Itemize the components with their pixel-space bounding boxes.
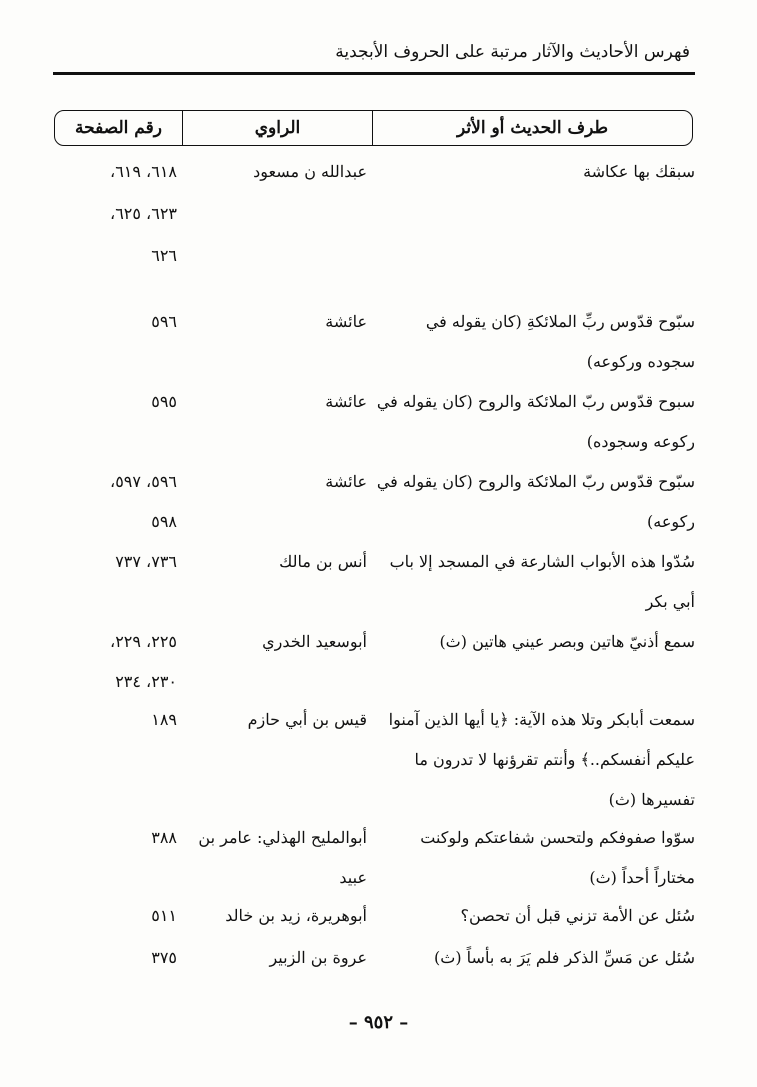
page-numbers: ٥٩٦، ٥٩٧،	[110, 472, 177, 491]
page-numbers: ٦١٨، ٦١٩،	[110, 162, 177, 181]
page-header-title: فهرس الأحاديث والآثار مرتبة على الحروف الأبجدية	[335, 42, 690, 62]
page-numbers: ٥٩٦	[151, 312, 177, 331]
narrator: أبوهريرة، زيد بن خالد	[225, 906, 367, 925]
page-numbers: ٥٩٥	[151, 392, 177, 411]
table-row	[0, 622, 757, 702]
table-row	[0, 382, 757, 462]
column-page: رقم الصفحة	[75, 118, 162, 138]
narrator: أبوسعيد الخدري	[262, 632, 367, 651]
page-numbers: ٣٨٨	[151, 828, 177, 847]
page-numbers: ٢٣٠، ٢٣٤	[115, 672, 177, 691]
hadith-text: سُئل عن الأمة تزني قبل أن تحصن؟	[460, 906, 695, 925]
narrator: عائشة	[325, 392, 367, 411]
table-row	[0, 896, 757, 936]
table-row	[0, 700, 757, 820]
page-numbers: ٦٢٦	[151, 246, 177, 265]
hadith-text: سمع أذنيّ هاتين وبصر عيني هاتين (ث)	[439, 632, 695, 651]
header-rule	[53, 72, 695, 75]
page-number: – ٩٥٢ –	[348, 1012, 409, 1033]
page-numbers: ١٨٩	[151, 710, 177, 729]
hadith-text: سبّوح قدّوس ربِّ الملائكةِ (كان يقوله في سجوده وركوعه)	[425, 312, 695, 371]
page-numbers: ٦٢٣، ٦٢٥،	[110, 204, 177, 223]
page-numbers: ٢٢٥، ٢٢٩،	[110, 632, 177, 651]
table-row	[0, 818, 757, 898]
narrator: عروة بن الزبير	[269, 948, 367, 967]
narrator: أبوالمليح الهذلي: عامر بن عبيد	[198, 828, 367, 887]
page-numbers: ٣٧٥	[151, 948, 177, 967]
narrator: قيس بن أبي حازم	[247, 710, 367, 729]
narrator: عبدالله ن مسعود	[253, 162, 367, 181]
table-row	[0, 152, 757, 272]
hadith-text: سُئل عن مَسِّ الذكر فلم يَرَ به بأساً (ث)	[434, 948, 695, 967]
column-hadith: طرف الحديث أو الأثر	[372, 111, 692, 145]
hadith-text: سُدّوا هذه الأبواب الشارعة في المسجد إلا باب أبي بكر	[389, 552, 695, 611]
hadith-text: سبوح قدّوس ربّ الملائكة والروح (كان يقوله في ركوعه وسجوده)	[376, 392, 695, 451]
narrator: أنس بن مالك	[279, 552, 367, 571]
hadith-text: سبقك بها عكاشة	[583, 162, 695, 181]
table-row	[0, 542, 757, 622]
narrator: عائشة	[325, 472, 367, 491]
column-narrator: الراوي	[182, 111, 372, 145]
hadith-text: سوّوا صفوفكم ولتحسن شفاعتكم ولوكنت مختاراً أحداً (ث)	[420, 828, 695, 887]
table-row	[0, 938, 757, 978]
page-numbers: ٥١١	[151, 906, 177, 925]
page-numbers: ٥٩٨	[151, 512, 177, 531]
narrator: عائشة	[325, 312, 367, 331]
table-header	[54, 110, 693, 146]
page-numbers: ٧٣٦، ٧٣٧	[115, 552, 177, 571]
table-row	[0, 302, 757, 382]
table-row	[0, 462, 757, 542]
hadith-text: سمعت أبابكر وتلا هذه الآية: ﴿يا أيها الذين آمنوا عليكم أنفسكم..﴾ وأنتم تقرؤنها لا تدرون ما تفسيرها (ث)	[388, 710, 695, 809]
hadith-text: سبّوح قدّوس ربّ الملائكة والروح (كان يقوله في ركوعه)	[376, 472, 695, 531]
